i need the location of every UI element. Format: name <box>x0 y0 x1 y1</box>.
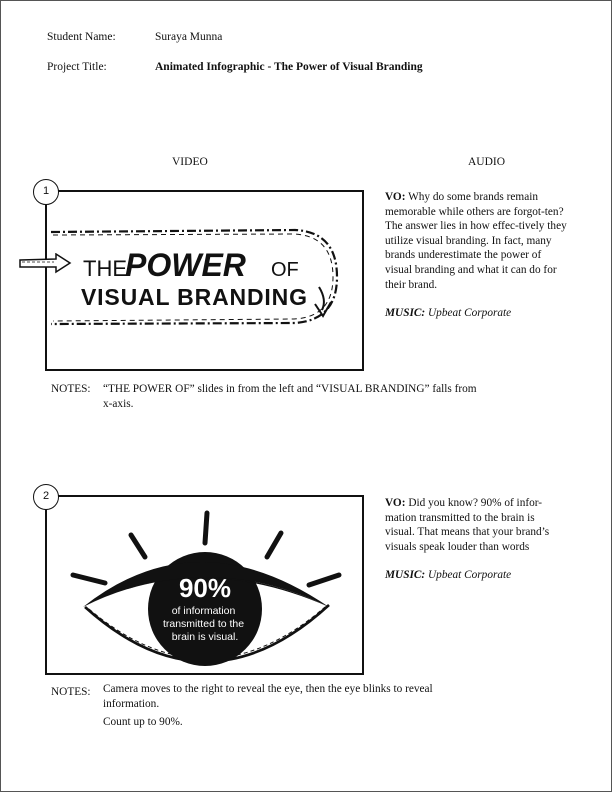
scene-1-notes <box>103 382 483 412</box>
scene-2-number: 2 <box>33 484 59 510</box>
scene-2-notes-label: NOTES: <box>51 686 91 698</box>
scene-1-music-text: Upbeat Corporate <box>428 307 512 320</box>
scene-1-note: “THE POWER OF” slides in from the left and “VISUAL BRANDING” falls from x-axis. <box>103 383 477 410</box>
scene-1-frame <box>45 190 364 371</box>
scene-1-music-label: MUSIC: <box>385 307 426 320</box>
scene-1-number: 1 <box>33 179 59 205</box>
scene-2-vo-text: Did you know? 90% of infor-mation transmitted to the brain is visual. That means that your brand’s visuals speak louder than words <box>385 497 550 553</box>
scene-2-music-text: Upbeat Corporate <box>428 569 512 582</box>
scene-2-notes <box>103 682 483 730</box>
audio-column-header: AUDIO <box>468 156 506 168</box>
video-column-header: VIDEO <box>172 156 208 168</box>
project-title-label: Project Title: <box>47 61 107 73</box>
right-arrow-icon <box>18 253 74 275</box>
scene-2-note: Camera moves to the right to reveal the eye, then the eye blinks to reveal information. <box>103 683 433 710</box>
title-visual-branding: VISUAL BRANDING <box>81 284 307 310</box>
eye-illustration <box>47 497 361 672</box>
student-name-label: Student Name: <box>47 31 116 43</box>
scene-2-vo-label: VO: <box>385 497 406 509</box>
curved-arrow-icon <box>319 287 324 310</box>
title-of: OF <box>271 259 299 281</box>
percent-value: 90% <box>178 573 232 603</box>
scene-2-frame <box>45 495 364 675</box>
scene-2-audio <box>385 496 567 583</box>
eye-caption: of information transmitted to the brain is visual. <box>162 605 245 643</box>
scene-1-vo-text: Why do some brands remain memorable while others are forgot-ten? The answer lies in how effec-tively they utilize visual branding. In fact, many brands underestimate the power of visual branding and what it can do for their brand. <box>385 191 567 291</box>
project-title-value: Animated Infographic - The Power of Visual Branding <box>155 61 423 73</box>
title-the: THE <box>83 256 127 281</box>
scene-1-audio <box>385 190 567 321</box>
title-power: POWER <box>125 247 246 283</box>
scene-2-music-label: MUSIC: <box>385 569 426 582</box>
scene-2-note: Count up to 90%. <box>103 716 183 728</box>
scene-1-illustration <box>47 192 361 368</box>
scene-1-vo-label: VO: <box>385 191 406 203</box>
scene-1-notes-label: NOTES: <box>51 383 91 395</box>
student-name-value: Suraya Munna <box>155 31 223 43</box>
